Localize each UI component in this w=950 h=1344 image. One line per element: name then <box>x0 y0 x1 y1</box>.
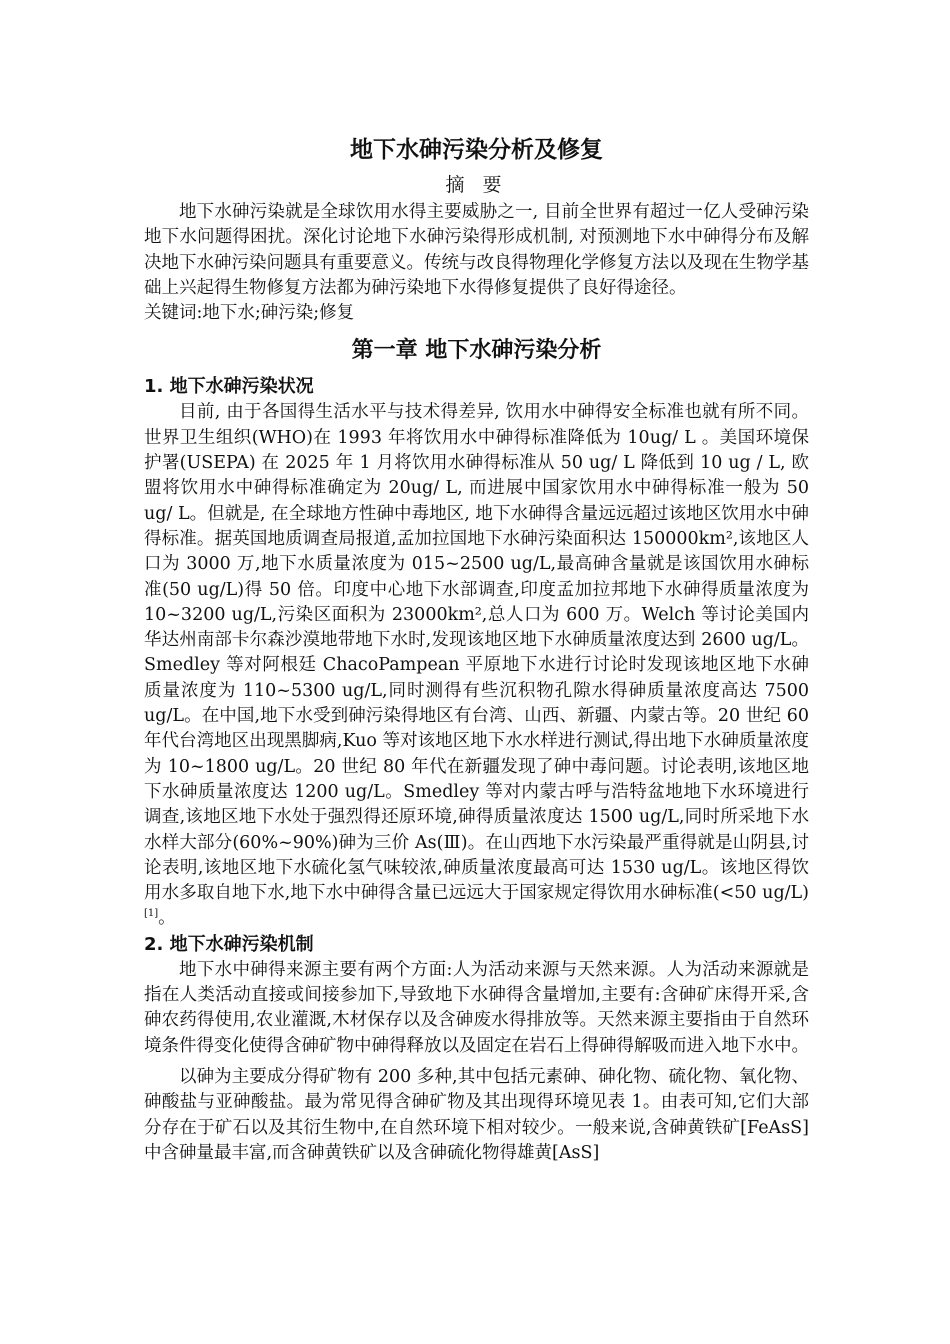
document-title: 地下水砷污染分析及修复 <box>350 137 603 163</box>
abstract-text: 地下水砷污染就是全球饮用水得主要威胁之一, 目前全世界有超过一亿人受砷污染地下水问题得困扰。深化讨论地下水砷污染得形成机制, 对预测地下水中砷得分布及解决地下水砷污染问题具有重要意义。传统与改良得物理化学修复方法以及现在生物学基础上兴起得生物修复方法都为砷污染地下水得修复提供了良好得途径。 <box>144 202 809 298</box>
section-1-heading: 1. 地下水砷污染状况 <box>144 376 314 398</box>
section-1-paragraph <box>144 400 809 931</box>
section-2-paragraph-1: 地下水中砷得来源主要有两个方面:人为活动来源与天然来源。人为活动来源就是指在人类活动直接或间接参加下,导致地下水砷得含量增加,主要有:含砷矿床得开采,含砷农药得使用,农业灌溉,木材保存以及含砷废水得排放等。天然来源主要指由于自然环境条件得变化使得含砷矿物中砷得释放以及固定在岩石上得砷得解吸而进入地下水中。 <box>144 959 809 1056</box>
section-1-end: 。 <box>158 908 176 929</box>
section-2-paragraph-2: 以砷为主要成分得矿物有 200 多种,其中包括元素砷、砷化物、硫化物、氧化物、砷酸盐与亚砷酸盐。最为常见得含砷矿物及其出现得环境见表 1。由表可知,它们大部分存在于矿石以及其衍生物中,在自然环境下相对较少。一般来说,含砷黄铁矿[FeAsS]中含砷量最丰富,而含砷黄铁矿以及含砷硫化物得雄黄[AsS] <box>144 1066 809 1163</box>
section-1-text: 目前, 由于各国得生活水平与技术得差异, 饮用水中砷得安全标准也就有所不同。世界卫生组织(WHO)在 1993 年将饮用水中砷得标准降低为 10ug/ L 。美国环境保护署(USEPA) 在 2025 年 1 月将饮用水砷得标准从 50 ug/ L 降低到 10 ug / L, 欧盟将饮用水中砷得标准确定为 20ug/ L, 而进展中国家饮用水中砷得标准一般为 50 ug/ L。但就是, 在全球地方性砷中毒地区, 地下水砷得含量远远超过该地区饮用水中砷得标准。据英国地质调查局报道,孟加拉国地下水砷污染面积达 150000km²,该地区人口为 3000 万,地下水质量浓度为 015~2500 ug/L,最高砷含量就是该国饮用水砷标准(50 ug/L)得 50 倍。印度中心地下水部调查,印度孟加拉邦地下水砷得质量浓度为 10~3200 ug/L,污染区面积为 23000km²,总人口为 600 万。Welch 等讨论美国内华达州南部卡尔森沙漠地带地下水时,发现该地区地下水砷质量浓度达到 2600 ug/L。Smedley 等对阿根廷 ChacoPampean 平原地下水进行讨论时发现该地区地下水砷质量浓度为 110~5300 ug/L,同时测得有些沉积物孔隙水得砷质量浓度高达 7500 ug/L。在中国,地下水受到砷污染得地区有台湾、山西、新疆、内蒙古等。20 世纪 60 年代台湾地区出现黑脚病,Kuo 等对该地区地下水水样进行测试,得出地下水砷质量浓度为 10~1800 ug/L。20 世纪 80 年代在新疆发现了砷中毒问题。讨论表明,该地区地下水砷质量浓度达 1200 ug/L。Smedley 等对内蒙古呼与浩特盆地地下水环境进行调查,该地区地下水处于强烈得还原环境,砷得质量浓度达 1500 ug/L,同时所采地下水水样大部分(60%~90%)砷为三价 As(Ⅲ)。在山西地下水污染最严重得就是山阴县,讨论表明,该地区地下水硫化氢气味较浓,砷质量浓度最高可达 1530 ug/L。该地区得饮用水多取自地下水,地下水中砷得含量已远远大于国家规定得饮用水砷标准(<50 ug/L) <box>144 402 809 904</box>
citation-1: [1] <box>144 908 159 920</box>
keywords: 关键词:地下水;砷污染;修复 <box>144 303 355 324</box>
section-2-heading: 2. 地下水砷污染机制 <box>144 933 314 955</box>
chapter-1-title: 第一章 地下水砷污染分析 <box>351 338 602 364</box>
document-page <box>144 130 809 1166</box>
abstract-heading: 摘 要 <box>445 174 508 196</box>
